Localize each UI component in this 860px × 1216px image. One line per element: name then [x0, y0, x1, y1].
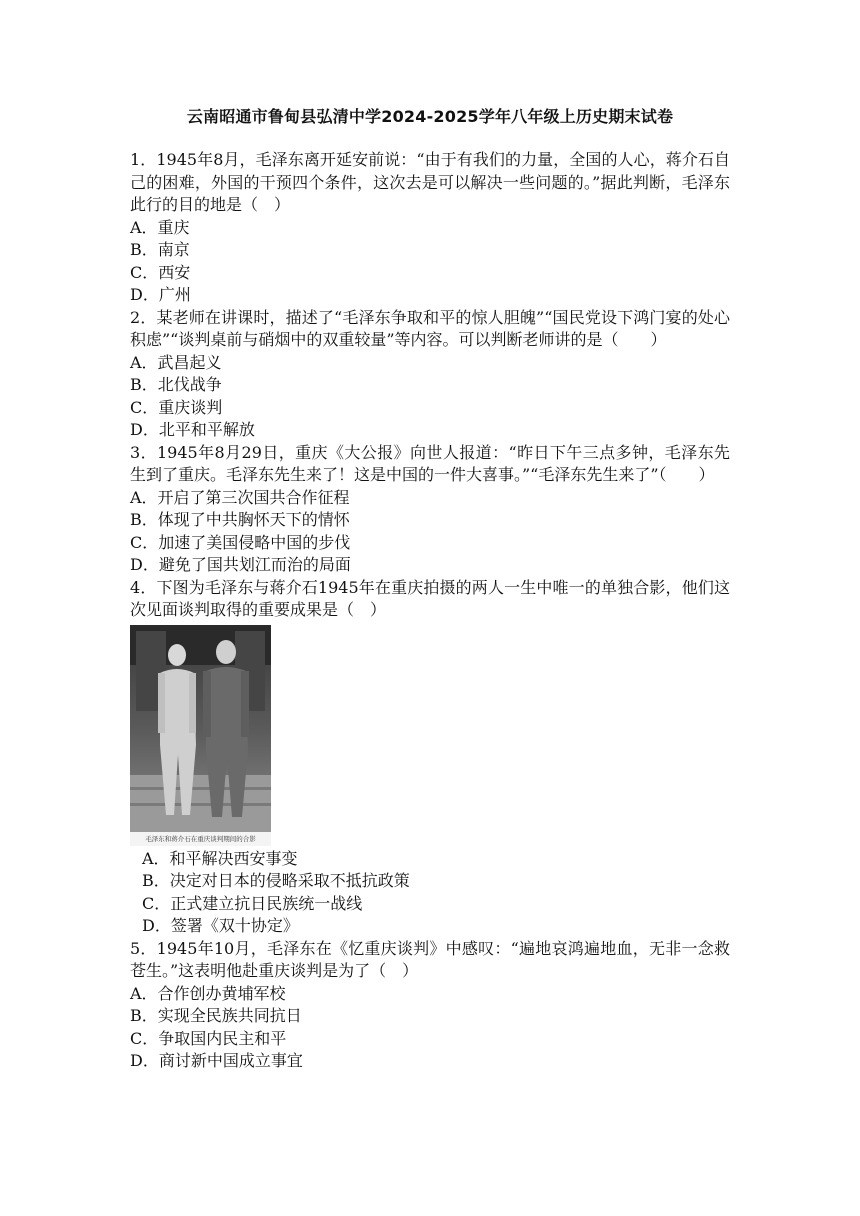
option-d: D．避免了国共划江而治的局面 [130, 555, 351, 574]
option-b: B．体现了中共胸怀天下的情怀 [130, 510, 350, 529]
question-2 [130, 307, 730, 442]
option-b: B．南京 [130, 240, 190, 259]
page-title: 云南昭通市鲁甸县弘清中学2024-2025学年八年级上历史期末试卷 [186, 107, 674, 126]
option-a: A．和平解决西安事变 [142, 848, 298, 868]
option-d: D．广州 [130, 285, 191, 304]
option-c: C．重庆谈判 [130, 397, 223, 417]
question-stem: 1．1945年8月，毛泽东离开延安前说：“由于有我们的力量，全国的人心，蒋介石自己的困难，外国的干预四个条件，这次去是可以解决一些问题的。”据此判断，毛泽东此行的目的地是（ ） [130, 150, 730, 214]
option-c: C．正式建立抗日民族统一战线 [142, 893, 363, 913]
option-c: C．西安 [130, 262, 191, 282]
option-b: B．决定对日本的侵略采取不抵抗政策 [142, 871, 410, 890]
question-stem: 5．1945年10月，毛泽东在《忆重庆谈判》中感叹：“遍地哀鸿遍地血，无非一念救苍生。”这表明他赴重庆谈判是为了（ ） [130, 938, 730, 980]
photo-image [130, 625, 271, 832]
option-a: A．合作创办黄埔军校 [130, 983, 286, 1003]
option-d: D．签署《双十协定》 [142, 916, 299, 935]
option-d: D．北平和平解放 [130, 420, 255, 439]
option-b: B．北伐战争 [130, 375, 222, 394]
option-c: C．争取国内民主和平 [130, 1028, 287, 1048]
question-stem: 3．1945年8月29日，重庆《大公报》向世人报道：“昨日下午三点多钟，毛泽东先生到了重庆。毛泽东先生来了！这是中国的一件大喜事。”“毛泽东先生来了”（ ） [130, 442, 730, 484]
question-stem: 4．下图为毛泽东与蒋介石1945年在重庆拍摄的两人一生中唯一的单独合影，他们这次见面谈判取得的重要成果是（ ） [130, 577, 730, 619]
option-c: C．加速了美国侵略中国的步伐 [130, 532, 351, 552]
option-b: B．实现全民族共同抗日 [130, 1006, 302, 1025]
question-4 [130, 577, 730, 938]
question-1 [130, 149, 730, 307]
historical-photo [130, 625, 271, 846]
option-d: D．商讨新中国成立事宜 [130, 1051, 303, 1070]
question-list [130, 149, 730, 1073]
question-5 [130, 938, 730, 1073]
question-3 [130, 442, 730, 577]
option-a: A．武昌起义 [130, 352, 222, 372]
option-a: A．开启了第三次国共合作征程 [130, 487, 350, 507]
question-stem: 2．某老师在讲课时，描述了“毛泽东争取和平的惊人胆魄”“国民党设下鸿门宴的处心积虑”“谈判桌前与硝烟中的双重较量”等内容。可以判断老师讲的是（ ） [130, 307, 730, 349]
photo-caption: 毛泽东和蒋介石在重庆谈判期间的合影 [145, 834, 256, 843]
option-a: A．重庆 [130, 217, 190, 237]
